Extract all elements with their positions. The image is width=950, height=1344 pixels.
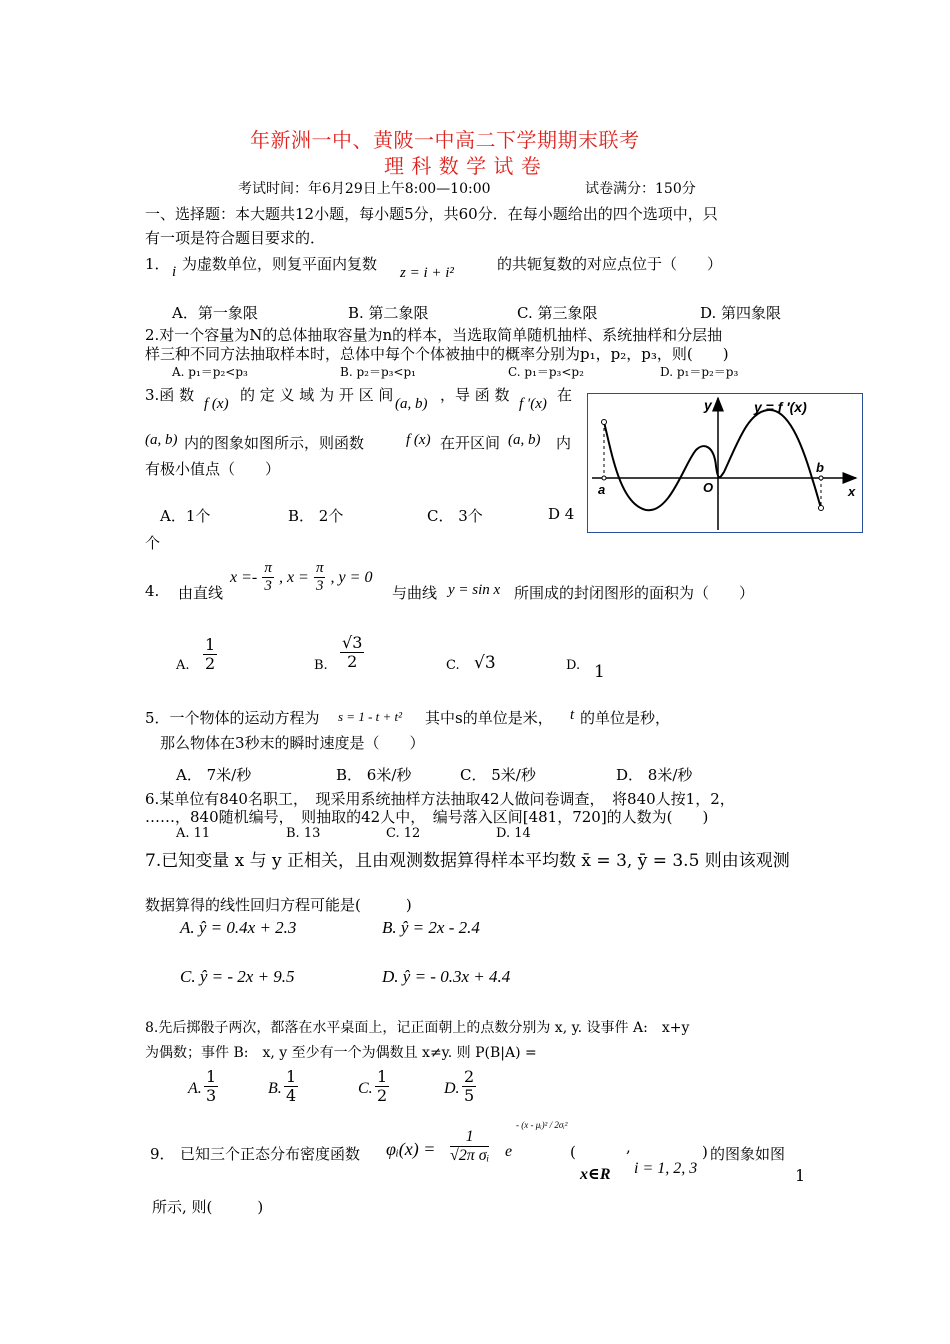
q9-exponent: - (x - μᵢ)² / 2σᵢ² [516, 1120, 568, 1130]
q5-line2: 那么物体在3秒末的瞬时速度是（ ） [160, 734, 425, 752]
page-title: 年新洲一中、黄陂一中高二下学期期末联考 [250, 128, 640, 152]
q2-option-b: B. p₂＝p₃<p₁ [340, 365, 416, 379]
q8-line1: 8.先后掷骰子两次，都落在水平桌面上，记正面朝上的点数分别为 x, y. 设事件 A: x+y [145, 1020, 690, 1036]
graph-a-label: a [598, 482, 606, 497]
q1-text-b: 的共轭复数的对应点位于（ ） [497, 255, 723, 273]
endpoint-a-open-circle [602, 420, 607, 425]
derivative-graph-svg [588, 394, 862, 532]
q9-line2: 所示, 则( ) [152, 1198, 264, 1216]
q9-e: e [505, 1143, 513, 1160]
q6-line1: 6.某单位有840名职工， 现采用系统抽样方法抽取42人做问卷调查， 将840人按1，2， [145, 790, 735, 808]
q3-option-c: C． 3个 [427, 507, 483, 525]
q8-option-c-frac: $\frac{1}{2}$ [377, 1067, 388, 1106]
q4-y0: , y = 0 [330, 568, 373, 586]
q2-line1: 2.对一个容量为N的总体抽取容量为n的样本，当选取简单随机抽样、系统抽样和分层抽 [145, 326, 723, 344]
q9-text-a: 已知三个正态分布密度函数 [180, 1145, 361, 1163]
q3-l2-ab: (a, b) [145, 432, 178, 448]
q4-option-b-frac: $\frac{√3}{2}$ [342, 633, 363, 672]
q3-l2-c: 内 [556, 434, 572, 452]
q7-option-c: C. ŷ = - 2x + 9.5 [180, 967, 295, 986]
q5-t: t [570, 707, 575, 723]
q5-option-b: B． 6米/秒 [336, 766, 412, 784]
q1-formula: z = i + i² [400, 265, 454, 281]
q4-option-c-label: C. [446, 658, 460, 673]
q1-option-a: A．第一象限 [172, 304, 258, 322]
q6-line2: ……，840随机编号， 则抽取的42人中， 编号落入区间[481，720]的人数为( ) [145, 808, 709, 826]
q6-option-c: C. 12 [386, 826, 421, 841]
q3-l2-fx: f (x) [406, 432, 431, 448]
q5-formula: s = 1 - t + t² [338, 709, 403, 724]
q3-l2-ab2: (a, b) [508, 432, 541, 448]
q4-option-d-value: 1 [594, 662, 605, 682]
point-b-marker [819, 476, 823, 480]
q7-option-b: B. ŷ = 2x - 2.4 [382, 918, 480, 937]
q4-option-b-label: B. [314, 658, 328, 673]
q5-text-c: 的单位是秒， [580, 709, 671, 727]
page-subtitle: 理 科 数 学 试 卷 [384, 154, 542, 178]
q3-option-d: D 4 [548, 505, 575, 523]
endpoint-b-open-circle [819, 506, 824, 511]
q3-line3: 有极小值点（ ） [145, 460, 281, 478]
q2-option-c: C. p₁＝p₃<p₂ [508, 365, 584, 379]
q3-l2-a: 内的图象如图所示，则函数 [184, 434, 365, 452]
q4-option-d-label: D. [566, 658, 581, 673]
q9-i-values: i = 1, 2, 3 [634, 1160, 698, 1177]
q3-l1-a: 3.函 数 [145, 386, 195, 404]
graph-fn-label: y = f ′(x) [754, 399, 807, 415]
q3-l1-fpx: f ′(x) [519, 396, 547, 412]
page-number: 1 [795, 1166, 806, 1185]
derivative-curve [604, 410, 821, 510]
q1-number: 1． [145, 255, 170, 273]
q8-option-d-label: D. [444, 1080, 460, 1097]
q6-option-a: A. 11 [176, 826, 211, 841]
q1-option-c: C. 第三象限 [517, 304, 598, 322]
q3-option-b: B． 2个 [288, 507, 344, 525]
q8-option-a-label: A. [188, 1080, 202, 1097]
q3-l2-b: 在开区间 [440, 434, 501, 452]
q5-text-b: 其中s的单位是米， [425, 709, 553, 727]
q3-derivative-graph [587, 393, 863, 533]
full-score: 试卷满分：150分 [585, 181, 696, 197]
q5-option-a: A． 7米/秒 [176, 766, 252, 784]
q2-option-a: A. p₁＝p₂<p₃ [172, 365, 248, 379]
q8-option-a-frac: $\frac{1}{3}$ [206, 1067, 217, 1106]
q3-l1-fx: f (x) [204, 396, 229, 412]
q6-option-d: D. 14 [496, 826, 531, 841]
q4-number: 4. [145, 582, 160, 600]
point-a-marker [602, 476, 606, 480]
q8-line2: 为偶数；事件 B: x, y 至少有一个为偶数且 x≠y. 则 P(B|A) = [145, 1045, 537, 1061]
exam-time: 考试时间：年6月29日上午8:00—10:00 [238, 181, 491, 197]
q1-var-i: i [172, 264, 177, 280]
q8-option-d-frac: $\frac{2}{5}$ [464, 1067, 475, 1106]
q4-text-a: 由直线 [178, 584, 224, 602]
q8-option-b-label: B. [268, 1080, 282, 1097]
q2-line2: 样三种不同方法抽取样本时，总体中每个个体被抽中的概率分别为p₁，p₂，p₃，则( ) [145, 345, 729, 363]
q4-comma-x: , x = [278, 568, 309, 586]
q9-comma: , [626, 1138, 631, 1156]
q1-option-d: D. 第四象限 [700, 304, 782, 322]
q9-number: 9． [150, 1145, 175, 1163]
section-intro-line1: 一、选择题：本大题共12小题，每小题5分，共60分．在每小题给出的四个选项中，只 [145, 205, 718, 223]
q4-text-c: 所围成的封闭图形的面积为（ ） [514, 584, 755, 602]
graph-y-label: y [704, 397, 712, 413]
q3-l1-d: 在 [557, 386, 573, 404]
q7-option-d: D. ŷ = - 0.3x + 4.4 [382, 967, 511, 986]
q4-x-eq-neg: x =- [230, 568, 258, 586]
q7-option-a: A. ŷ = 0.4x + 2.3 [180, 918, 297, 937]
q5-option-d: D． 8米/秒 [616, 766, 693, 784]
q9-paren-close: ) [702, 1143, 708, 1161]
q3-l1-ab: (a, b) [395, 396, 428, 412]
q7-line1: 7.已知变量 x 与 y 正相关，且由观测数据算得样本平均数 x̄ = 3, ȳ = 3.5 则由该观测 [145, 851, 790, 871]
q8-option-c-label: C. [358, 1080, 373, 1097]
q4-option-a-frac: $\frac{1}{2}$ [205, 635, 216, 674]
q9-paren-open: ( [570, 1143, 576, 1161]
q7-line2: 数据算得的线性回归方程可能是( ) [145, 896, 412, 914]
q8-option-b-frac: $\frac{1}{4}$ [286, 1067, 297, 1106]
graph-b-label: b [816, 460, 824, 475]
q4-line-equations [230, 560, 372, 596]
q2-option-d: D. p₁＝p₂＝p₃ [660, 365, 739, 379]
q9-text-b: 的图象如图 [710, 1145, 786, 1163]
q4-curve: y = sin x [448, 582, 501, 598]
q4-frac-2: $\frac{\pi}{3}$ [315, 560, 324, 595]
graph-o-label: O [703, 480, 714, 495]
q1-text-a: 为虚数单位，则复平面内复数 [182, 255, 378, 273]
q9-phi: φᵢ(x) = [386, 1139, 436, 1159]
q4-option-a-label: A. [176, 658, 190, 673]
q5-option-c: C． 5米/秒 [460, 766, 536, 784]
q4-frac-1: $\frac{\pi}{3}$ [264, 560, 272, 595]
q3-l1-b: 的 定 义 域 为 开 区 间 [240, 386, 394, 404]
q1-option-b: B. 第二象限 [348, 304, 429, 322]
q9-x-in-r: x∈R [580, 1166, 611, 1183]
q3-l1-c: ，导 函 数 [440, 386, 510, 404]
q3-option-a: A．1个 [160, 507, 211, 525]
q3-option-d-tail: 个 [145, 534, 161, 552]
section-intro-line2: 有一项是符合题目要求的． [145, 229, 326, 247]
q9-density-frac: $\frac{1}{\text{√2π σᵢ}}$ [450, 1128, 490, 1165]
q4-option-c-value: √3 [474, 653, 496, 673]
graph-x-label: x [848, 484, 856, 499]
q6-option-b: B. 13 [286, 826, 321, 841]
q4-text-b: 与曲线 [392, 584, 438, 602]
q5-text-a: 5．一个物体的运动方程为 [145, 709, 320, 727]
